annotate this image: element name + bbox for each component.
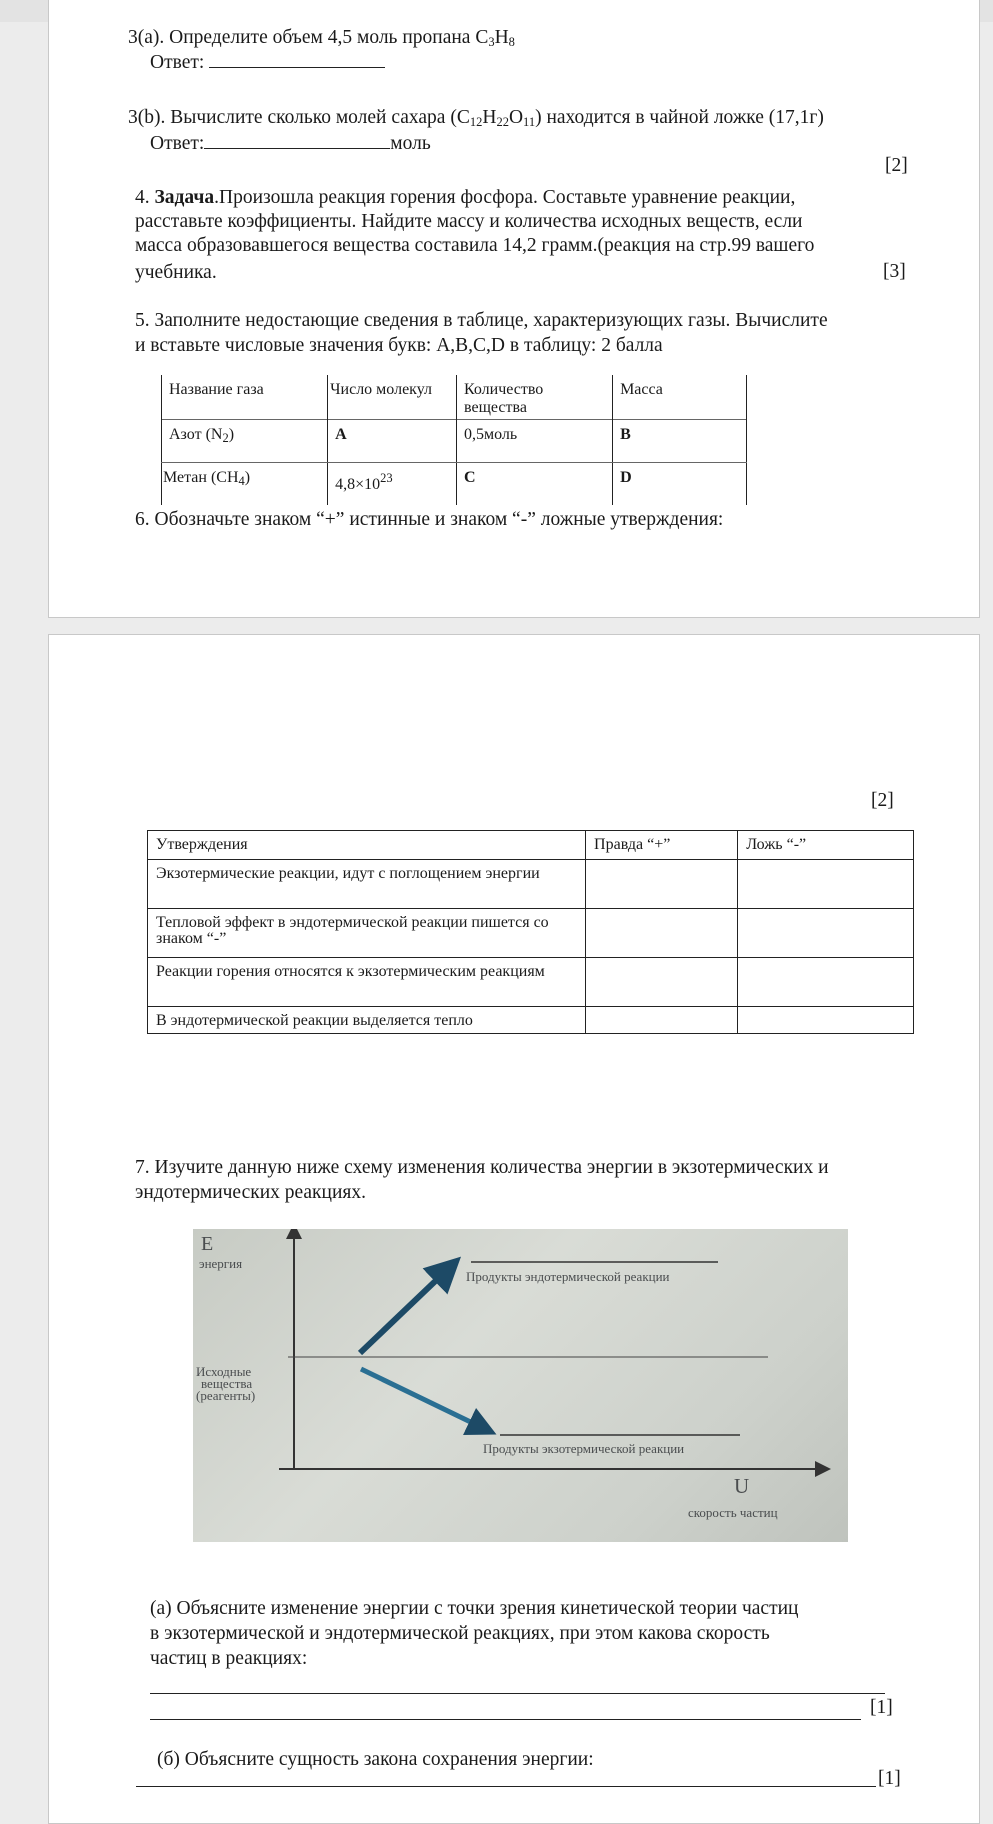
answer-3b: Ответ: моль bbox=[150, 133, 431, 154]
false-cell-3[interactable] bbox=[738, 958, 914, 1007]
score-7b: [1] bbox=[878, 1768, 901, 1789]
question-4-line-1: 4. Задача.Произошла реакция горения фосфора. Составьте уравнение реакции, bbox=[135, 187, 796, 208]
speed-label: скорость частиц bbox=[688, 1505, 778, 1520]
statement-2: Тепловой эффект в эндотермической реакции пишется со знаком “-” bbox=[148, 909, 586, 958]
cell-nitrogen-amount: 0,5моль bbox=[457, 419, 613, 462]
statements-header: Утверждения bbox=[148, 831, 586, 860]
gas-table-header-molecules: Число молекул bbox=[328, 375, 457, 419]
question-6: 6. Обозначьте знаком “+” истинные и знаком “-” ложные утверждения: bbox=[135, 509, 724, 530]
score-4: [3] bbox=[883, 261, 906, 282]
reactants-label-2: вещества bbox=[201, 1376, 253, 1391]
answer-3a: Ответ: bbox=[150, 51, 385, 74]
answer-7a-line-1[interactable] bbox=[150, 1693, 885, 1694]
answer-3a-blank[interactable] bbox=[209, 51, 385, 68]
question-5-line-1: 5. Заполните недостающие сведения в таблице, характеризующих газы. Вычислите bbox=[135, 310, 828, 331]
false-cell-4[interactable] bbox=[738, 1007, 914, 1034]
gas-table-header-name: Название газа bbox=[162, 375, 328, 419]
gas-name-nitrogen: Азот $(N_2)$ bbox=[162, 419, 328, 462]
answer-7b-line[interactable] bbox=[136, 1786, 876, 1787]
false-header: Ложь “-” bbox=[738, 831, 914, 860]
statement-1: Экзотермические реакции, идут с поглощением энергии bbox=[148, 860, 586, 909]
gas-table bbox=[161, 375, 747, 505]
answer-7a-line-2[interactable] bbox=[150, 1719, 861, 1720]
score-6: [2] bbox=[871, 790, 894, 811]
gas-name-methane: Метан $(CH_4)$ bbox=[162, 462, 328, 505]
score-3b: [2] bbox=[885, 155, 908, 176]
true-cell-1[interactable] bbox=[586, 860, 738, 909]
true-cell-4[interactable] bbox=[586, 1007, 738, 1034]
question-3a: 3(a). Определите объем 4,5 моль пропана $C_3H_8$ bbox=[128, 27, 515, 49]
true-cell-3[interactable] bbox=[586, 958, 738, 1007]
gas-table-header-mass: Масса bbox=[613, 375, 747, 419]
energy-label: энергия bbox=[199, 1256, 243, 1271]
question-7-line-2: эндотермических реакциях. bbox=[135, 1182, 367, 1203]
statement-4: В эндотермической реакции выделяется тепло bbox=[148, 1007, 586, 1034]
cell-methane-molecules: $4,8\times 10^{23}$ bbox=[328, 462, 457, 505]
question-7a-line-1: (a) Объясните изменение энергии с точки зрения кинетической теории частиц bbox=[150, 1598, 799, 1619]
answer-3b-blank[interactable] bbox=[204, 132, 390, 149]
gas-table-header-amount: Количество вещества bbox=[457, 375, 613, 419]
question-7a-line-3: частиц в реакциях: bbox=[150, 1648, 308, 1669]
false-cell-2[interactable] bbox=[738, 909, 914, 958]
question-7a-line-2: в экзотермической и эндотермической реакциях, при этом какова скорость bbox=[150, 1623, 770, 1644]
statement-3: Реакции горения относятся к экзотермическим реакциям bbox=[148, 958, 586, 1007]
endothermic-arrow bbox=[360, 1269, 448, 1353]
exothermic-arrow bbox=[361, 1369, 483, 1428]
statements-table bbox=[147, 830, 914, 1034]
true-header: Правда “+” bbox=[586, 831, 738, 860]
question-7-line-1: 7. Изучите данную ниже схему изменения количества энергии в экзотермических и bbox=[135, 1157, 829, 1178]
reactants-label-3: (реагенты) bbox=[196, 1388, 256, 1403]
cell-a[interactable]: A bbox=[328, 419, 457, 462]
cell-b[interactable]: B bbox=[613, 419, 747, 462]
u-axis-label: U bbox=[734, 1474, 750, 1498]
true-cell-2[interactable] bbox=[586, 909, 738, 958]
cell-c[interactable]: C bbox=[457, 462, 613, 505]
cell-d[interactable]: D bbox=[613, 462, 747, 505]
question-5-line-2: и вставьте числовые значения букв: A,B,C,D в таблицу: 2 балла bbox=[135, 335, 663, 356]
reactants-label-1: Исходные bbox=[196, 1364, 252, 1379]
energy-diagram bbox=[193, 1229, 848, 1542]
question-4-line-3: масса образовавшегося вещества составила 14,2 грамм.(реакция на стр.99 вашего bbox=[135, 235, 815, 256]
question-7b: (б) Объясните сущность закона сохранения энергии: bbox=[157, 1749, 594, 1770]
e-axis-label: E bbox=[201, 1233, 214, 1255]
question-4-line-4: учебника. bbox=[135, 262, 217, 283]
endo-products-label: Продукты эндотермической реакции bbox=[466, 1269, 670, 1284]
false-cell-1[interactable] bbox=[738, 860, 914, 909]
question-4-line-2: расставьте коэффициенты. Найдите массу и количества исходных веществ, если bbox=[135, 211, 803, 232]
score-7a: [1] bbox=[870, 1697, 893, 1718]
exo-products-label: Продукты экзотермической реакции bbox=[483, 1441, 685, 1456]
question-3b: 3(b). Вычислите сколько молей сахара $(C_{12}H_{22}O_{11})$ находится в чайной ложке (17,1г) bbox=[128, 107, 824, 129]
